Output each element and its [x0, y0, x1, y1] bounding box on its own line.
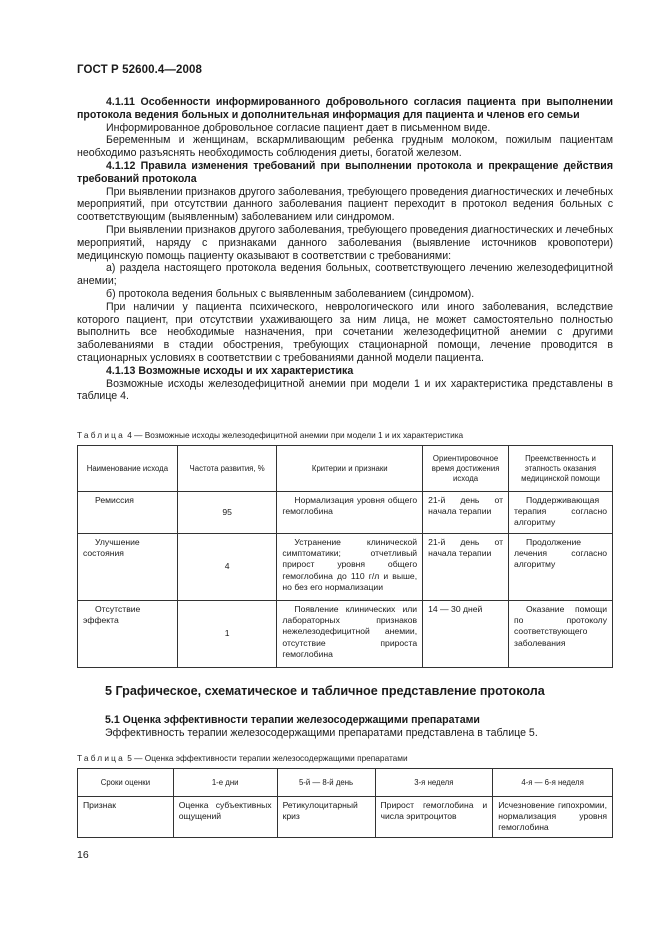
table-4 [77, 445, 613, 668]
table-cell: Улучшение состояния [78, 534, 178, 601]
list-item-b: б) протокола ведения больных с выявленным заболеванием (синдромом). [106, 287, 475, 300]
table-cell: Признак [78, 797, 174, 838]
table-cell: Прирост гемоглобина и числа эритроцитов [375, 797, 493, 838]
table-caption-text: 5 — Оценка эффективности терапии железосодержащими препаратами [124, 753, 408, 763]
heading-4-1-11: 4.1.11 Особенности информированного добровольного согласия пациента при выполнении протокола ведения больных и дополнительная информация для пациента и членов его семьи [77, 96, 613, 121]
section-5-1-heading: 5.1 Оценка эффективности терапии железосодержащими препаратами [105, 714, 480, 726]
main-text [77, 96, 613, 403]
section-5-heading: 5 Графическое, схематическое и табличное представление протокола [105, 684, 545, 698]
table-header-cell: 4-я — 6-я неделя [493, 769, 613, 797]
list-item-a: а) раздела настоящего протокола ведения больных, соответствующего лечению железодефицитной анемии; [77, 262, 613, 288]
table-cell: Оказание помощи по протоколу соответствующего заболевания [509, 601, 613, 668]
table-header-cell: Преемственность и этапность оказания медицинской помощи [509, 446, 613, 492]
table-header-cell: Наименование исхода [78, 446, 178, 492]
table-header-cell: Ориентировочное время достижения исхода [423, 446, 509, 492]
table-cell: 14 — 30 дней [423, 601, 509, 668]
table-cell: Поддерживающая терапия согласно алгоритму [509, 492, 613, 534]
table-header-cell: 1-е дни [173, 769, 277, 797]
document-header: ГОСТ Р 52600.4—2008 [77, 64, 202, 76]
table-caption-text: 4 — Возможные исходы железодефицитной анемии при модели 1 и их характеристика [124, 430, 464, 440]
table-row [78, 797, 613, 838]
table-header-cell: 3-я неделя [375, 769, 493, 797]
table-cell: Отсутствие эффекта [78, 601, 178, 668]
paragraph: При наличии у пациента психического, неврологического или иного заболевания, вследствие которого пациент, при отсутствии ухаживающего за ним лица, не может самостоятельно полностью выполнить все необходимые назначения, при сочетании железодефицитной анемии с другими заболеваниями в стадии обострения, требующих стационарной помощи, лечение проводится в стационарных условиях в соответствии с требованиями данной модели пациента. [77, 300, 613, 364]
table-cell: Оценка субъективных ощущений [173, 797, 277, 838]
table-cell: Нормализация уровня общего гемоглобина [277, 492, 423, 534]
table-header-cell: Частота развития, % [177, 446, 277, 492]
table-cell: 1 [177, 601, 277, 668]
table-cell: Ретикулоцитарный криз [277, 797, 375, 838]
section-5-1-text: Эффективность терапии железосодержащими препаратами представлена в таблице 5. [105, 727, 538, 739]
table-cell: Появление клинических или лабораторных признаков нежелезодефицитной анемии, отсутствие прироста гемоглобина [277, 601, 423, 668]
table-row [78, 601, 613, 668]
heading-4-1-12: 4.1.12 Правила изменения требований при выполнении протокола и прекращение действия требований протокола [77, 159, 613, 185]
table-header-cell: Сроки оценки [78, 769, 174, 797]
table-cell: Устранение клинической симптоматики; отчетливый прирост уровня общего гемоглобина до 110 г/л и выше, но без его нормализации [277, 534, 423, 601]
table-cell: 21-й день от начала терапии [423, 534, 509, 601]
table-cell: Ремиссия [78, 492, 178, 534]
table-row [78, 492, 613, 534]
heading-4-1-13: 4.1.13 Возможные исходы и их характеристика [106, 364, 354, 377]
paragraph: При выявлении признаков другого заболевания, требующего проведения диагностических и лечебных мероприятий, наряду с признаками данного заболевания (выявление источников кровопотери) медицинскую помощь пациенту оказывают в соответствии с требованиями: [77, 223, 613, 262]
paragraph: Возможные исходы железодефицитной анемии при модели 1 и их характеристика представлены в таблице 4. [77, 377, 613, 403]
table-row [78, 534, 613, 601]
table-caption-word: Таблица [77, 430, 125, 440]
table-header-row [78, 769, 613, 797]
table5-caption [77, 753, 408, 763]
table-cell: Исчезновение гипохромии, нормализация уровня гемоглобина [493, 797, 613, 838]
table-cell: Продолжение лечения согласно алгоритму [509, 534, 613, 601]
table-header-cell: 5-й — 8-й день [277, 769, 375, 797]
table-header-cell: Критерии и признаки [277, 446, 423, 492]
table-header-row [78, 446, 613, 492]
page-number: 16 [77, 849, 89, 861]
table-caption-word: Таблица [77, 753, 125, 763]
table-5 [77, 768, 613, 838]
paragraph: При выявлении признаков другого заболевания, требующего проведения диагностических и лечебных мероприятий, при отсутствии данного заболевания пациент переходит в протокол ведения больных с соответствующим (выявленным) заболеванием или синдромом. [77, 185, 613, 224]
table-cell: 95 [177, 492, 277, 534]
table-cell: 4 [177, 534, 277, 601]
paragraph: Информированное добровольное согласие пациент дает в письменном виде. [106, 121, 491, 134]
table4-caption [77, 430, 463, 440]
table-cell: 21-й день от начала терапии [423, 492, 509, 534]
paragraph: Беременным и женщинам, вскармливающим ребенка грудным молоком, пожилым пациентам необходимо разъяснять необходимость соблюдения диеты, богатой железом. [77, 134, 613, 160]
